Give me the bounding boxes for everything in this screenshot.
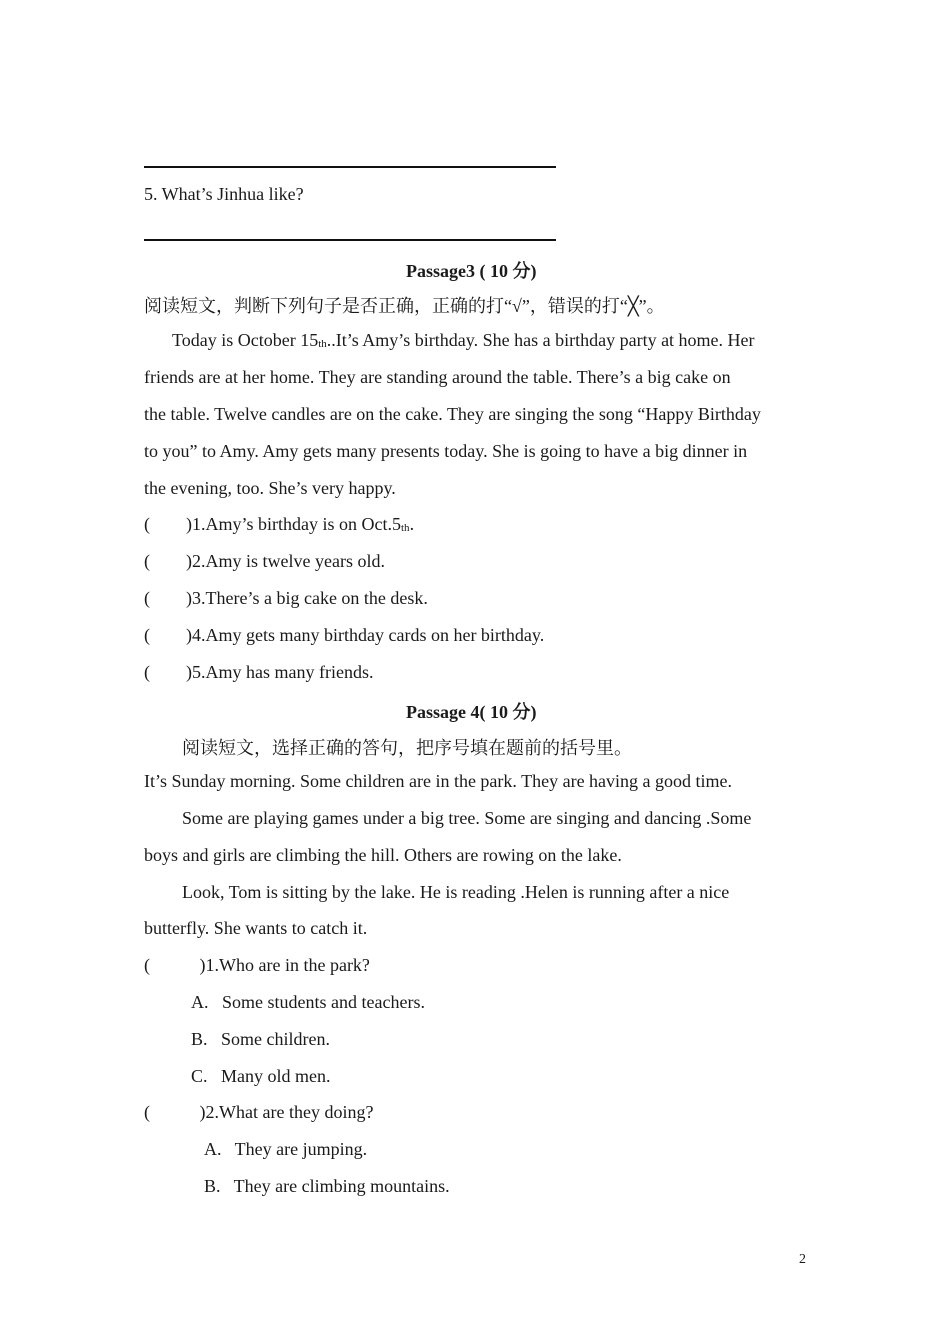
- passage4-question-2: [144, 1102, 373, 1123]
- passage3-instruction: 阅读短文，判断下列句子是否正确，正确的打“√”，错误的打“╳”。: [144, 296, 665, 316]
- item-text: 1.Amy’s birthday is on Oct.5: [192, 514, 401, 534]
- answer-blank[interactable]: ( ): [144, 588, 192, 608]
- passage3-item-3: [144, 588, 428, 609]
- item-text: 5.Amy has many friends.: [192, 662, 374, 682]
- passage3-text-line1b: ..It’s Amy’s birthday. She has a birthday party at home. Her: [326, 330, 755, 350]
- question-text: 2.What are they doing?: [205, 1102, 374, 1122]
- passage3-text-line1a: Today is October 15: [172, 330, 319, 350]
- answer-blank[interactable]: ( ): [144, 514, 192, 534]
- question-text: 1.Who are in the park?: [205, 955, 370, 975]
- answer-blank[interactable]: ( ): [144, 625, 192, 645]
- passage4-instruction: 阅读短文，选择正确的答句，把序号填在题前的括号里。: [182, 738, 632, 758]
- item-text: 2.Amy is twelve years old.: [192, 551, 385, 571]
- passage4-title: Passage 4( 10 分): [406, 702, 537, 722]
- passage3-text-line5: the evening, too. She’s very happy.: [144, 478, 396, 498]
- answer-blank[interactable]: ( ): [144, 1102, 206, 1122]
- passage4-para3-line2: butterfly. She wants to catch it.: [144, 918, 368, 938]
- passage3-text-line4: to you” to Amy. Amy gets many presents today. She is going to have a big dinner in: [144, 441, 748, 461]
- passage3-item-4: [144, 625, 544, 646]
- passage4-para3-line1: Look, Tom is sitting by the lake. He is reading .Helen is running after a nice: [182, 882, 730, 902]
- question-5: 5. What’s Jinhua like?: [144, 184, 304, 204]
- answer-blank[interactable]: ( ): [144, 551, 192, 571]
- passage4-para2-line2: boys and girls are climbing the hill. Others are rowing on the lake.: [144, 845, 622, 865]
- passage3-text-line2: friends are at her home. They are standing around the table. There’s a big cake on: [144, 367, 731, 387]
- passage3-text-line1: [172, 330, 755, 351]
- page-number: 2: [799, 1252, 806, 1267]
- passage4-para2-line1: Some are playing games under a big tree. Some are singing and dancing .Some: [182, 808, 752, 828]
- passage3-title: Passage3 ( 10 分): [406, 261, 537, 281]
- passage4-q2-option-a: A. They are jumping.: [204, 1139, 368, 1159]
- item-text: 4.Amy gets many birthday cards on her birthday.: [192, 625, 545, 645]
- passage3-text-line1-sup: th: [318, 338, 327, 350]
- answer-line-q4: [144, 166, 556, 168]
- passage4-question-1: [144, 955, 370, 976]
- item-text-end: .: [409, 514, 415, 534]
- passage4-para1: It’s Sunday morning. Some children are in the park. They are having a good time.: [144, 771, 733, 791]
- answer-line-q5: [144, 239, 556, 241]
- passage4-q1-option-c: C. Many old men.: [191, 1066, 331, 1086]
- passage3-item-5: [144, 662, 373, 683]
- passage3-item-2: [144, 551, 385, 572]
- passage4-q1-option-a: A. Some students and teachers.: [191, 992, 425, 1012]
- item-text: 3.There’s a big cake on the desk.: [192, 588, 428, 608]
- passage4-q2-option-b: B. They are climbing mountains.: [204, 1176, 450, 1196]
- passage4-q1-option-b: B. Some children.: [191, 1029, 330, 1049]
- item-sup: th: [401, 522, 410, 534]
- answer-blank[interactable]: ( ): [144, 662, 192, 682]
- passage3-item-1: [144, 514, 414, 535]
- passage3-text-line3: the table. Twelve candles are on the cake. They are singing the song “Happy Birthday: [144, 404, 761, 424]
- answer-blank[interactable]: ( ): [144, 955, 206, 975]
